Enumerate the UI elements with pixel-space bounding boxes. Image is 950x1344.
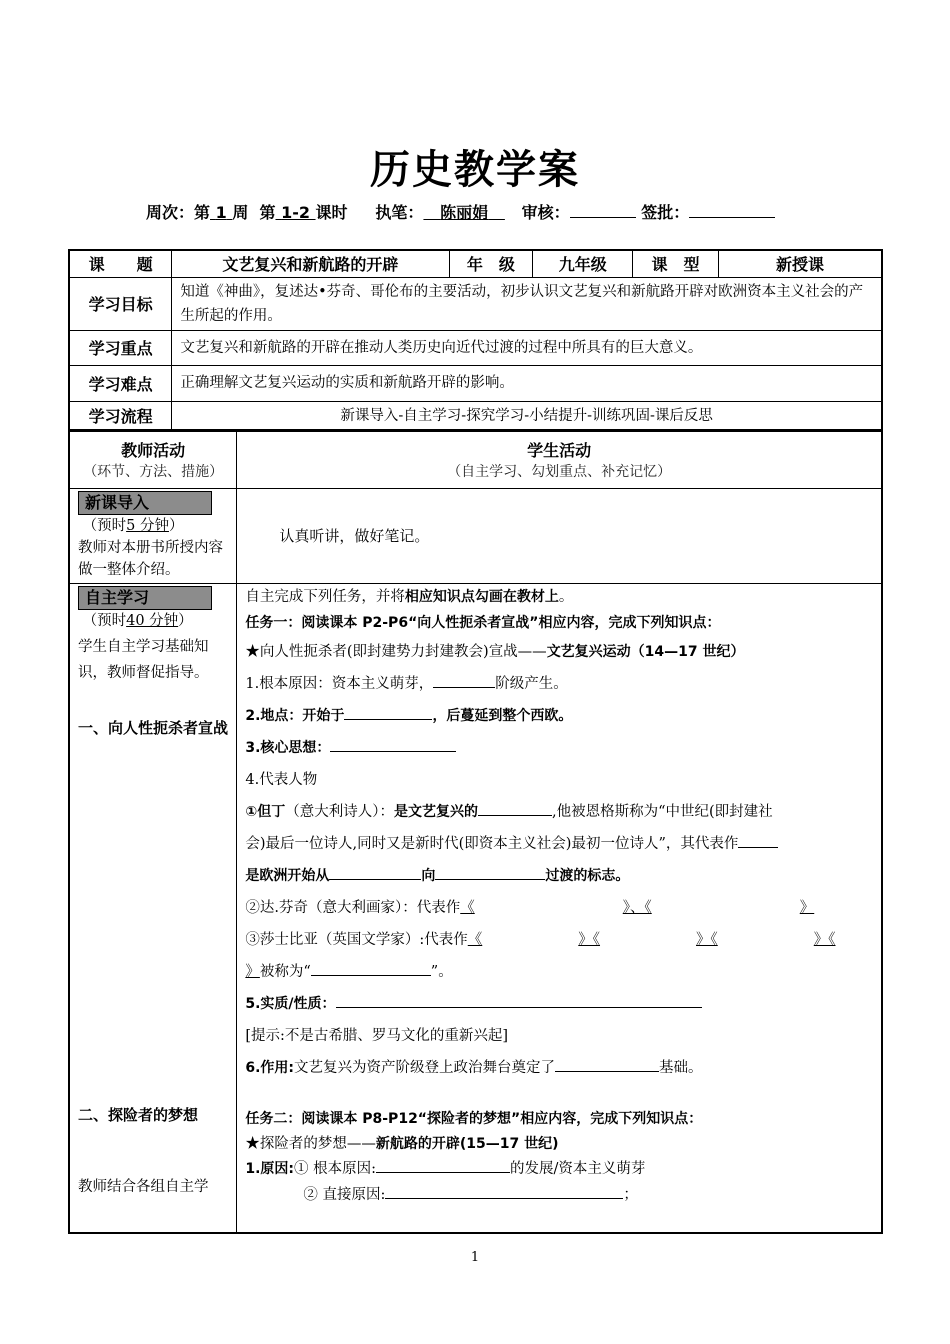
topic-value: 文艺复兴和新航路的开辟 (172, 250, 449, 277)
grade-label: 年 级 (449, 250, 533, 277)
student-header (237, 430, 882, 488)
q5-blank[interactable] (336, 991, 702, 1008)
self-desc: 学生自主学习基础知识，教师督促指导。 (78, 638, 209, 681)
davinci-blanks[interactable]: 《 》、《 》 (460, 899, 815, 916)
self-student-cell (237, 583, 882, 1233)
activity-table (68, 429, 883, 1234)
week-label: 周次：第 (146, 203, 211, 222)
grade-value: 九年级 (533, 250, 633, 277)
author-value: 陈丽娟 (440, 203, 489, 222)
section-2-desc: 教师结合各组自主学 (78, 1178, 209, 1195)
dante-line-3: 是欧洲开始从 向 过渡的标志。 (245, 860, 873, 892)
key-label: 学习重点 (69, 330, 172, 365)
q3: 3.核心思想： (245, 732, 873, 764)
q3-blank[interactable] (330, 735, 456, 752)
goal-label: 学习目标 (69, 277, 172, 330)
teacher-title: 教师活动 (121, 440, 186, 460)
self-time: （预时40 分钟） (82, 612, 193, 629)
lesson-unit: 课时 (315, 203, 348, 222)
difficulty-text: 正确理解文艺复兴运动的实质和新航路开辟的影响。 (172, 365, 882, 401)
topic-label: 课 题 (69, 250, 172, 277)
page-number: 1 (470, 1250, 480, 1265)
shakespeare-blanks[interactable]: 《 》《 》《 》《 (467, 931, 836, 948)
student-subtitle: （自主学习、勾划重点、补充记忆） (447, 463, 672, 480)
intro-desc: 教师对本册书所授内容做一整体介绍。 (78, 539, 223, 578)
q6-blank[interactable] (555, 1055, 659, 1072)
reason-2: ② 直接原因: ； (245, 1182, 873, 1208)
lesson-prefix: 第 (259, 203, 276, 222)
teacher-subtitle: （环节、方法、措施） (83, 463, 224, 480)
intro-time: （预时5 分钟） (82, 517, 184, 534)
header-meta (146, 200, 775, 223)
author-label: 执笔： (375, 203, 424, 222)
approve-label: 签批： (641, 203, 690, 222)
dante-line-2: 会)最后一位诗人,同时又是新时代(即资本主义社会)最初一位诗人”，其代表作 (245, 828, 873, 860)
week-unit: 周 (232, 203, 249, 222)
student-title: 学生活动 (527, 440, 592, 460)
reason-2-blank[interactable] (385, 1182, 623, 1199)
section-2-title: ★探险者的梦想——新航路的开辟(15—17 世纪) (245, 1135, 559, 1152)
self-teacher-cell (69, 583, 237, 1233)
q2-blank[interactable] (344, 703, 432, 720)
approve-blank[interactable] (689, 203, 775, 218)
q6: 6.作用:文艺复兴为资产阶级登上政治舞台奠定了 基础。 (245, 1052, 873, 1084)
q2: 2.地点：开始于 ，后蔓延到整个西欧。 (245, 700, 873, 732)
goal-text: 知道《神曲》，复述达•芬奇、哥伦布的主要活动，初步认识文艺复兴和新航路开辟对欧洲资本主义社会的产生所起的作用。 (172, 277, 882, 330)
section-1-heading: 一、向人性扼杀者宣战 (78, 718, 229, 737)
section-1-title: ★向人性扼杀者(即封建势力封建教会)宣战——文艺复兴运动（14—17 世纪） (245, 643, 745, 660)
lesson-value: 1-2 (281, 203, 310, 222)
task-1-heading: 任务一：阅读课本 P2-P6“向人性扼杀者宣战”相应内容，完成下列知识点： (245, 614, 721, 631)
reason-1-blank[interactable] (376, 1156, 510, 1173)
shakespeare-line: ③莎士比亚（英国文学家）:代表作《 》《 》《 》《 (245, 931, 836, 948)
reason-1: 1.原因:① 根本原因: 的发展/资本主义萌芽 (245, 1156, 873, 1182)
review-blank[interactable] (570, 203, 636, 218)
difficulty-label: 学习难点 (69, 365, 172, 401)
type-label: 课 型 (633, 250, 719, 277)
q1-blank[interactable] (433, 671, 495, 688)
task-intro: 自主完成下列任务，并将相应知识点勾画在教材上。 (245, 588, 574, 605)
key-text: 文艺复兴和新航路的开辟在推动人类历史向近代过渡的过程中所具有的巨大意义。 (172, 330, 882, 365)
q4: 4.代表人物 (245, 771, 318, 788)
lesson-info-table (68, 249, 883, 432)
review-label: 审核： (521, 203, 570, 222)
q1: 1.根本原因：资本主义萌芽， 阶级产生。 (245, 668, 873, 700)
teacher-header (69, 430, 237, 488)
section-2-heading: 二、探险者的梦想 (78, 1105, 199, 1124)
dante-line: ①但丁（意大利诗人）：是文艺复兴的 ,他被恩格斯称为“中世纪(即封建社 (245, 796, 873, 828)
hint: [提示:不是古希腊、罗马文化的重新兴起] (245, 1027, 509, 1044)
dante-blank-3[interactable] (329, 863, 421, 880)
davinci-line: ②达.芬奇（意大利画家）：代表作《 》、《 》 (245, 899, 815, 916)
q5: 5.实质/性质： (245, 988, 873, 1020)
intro-student-text: 认真听讲，做好笔记。 (237, 488, 882, 583)
type-value: 新授课 (718, 250, 882, 277)
intro-tag: 新课导入 (78, 491, 212, 515)
shakespeare-blank-title[interactable] (311, 959, 431, 976)
dante-blank-2[interactable] (738, 831, 778, 848)
self-study-tag: 自主学习 (78, 586, 212, 610)
week-value: 1 (215, 203, 227, 222)
dante-blank-4[interactable] (435, 863, 545, 880)
dante-blank-1[interactable] (478, 799, 552, 816)
page-title: 历史教学案 (370, 147, 580, 193)
intro-teacher-cell (69, 488, 237, 583)
flow-text: 新课导入-自主学习-探究学习-小结提升-训练巩固-课后反思 (172, 401, 882, 431)
flow-label: 学习流程 (69, 401, 172, 431)
task-2-heading: 任务二：阅读课本 P8-P12“探险者的梦想”相应内容，完成下列知识点： (245, 1110, 703, 1127)
shakespeare-line-2: 》被称为“ ”。 (245, 956, 873, 988)
